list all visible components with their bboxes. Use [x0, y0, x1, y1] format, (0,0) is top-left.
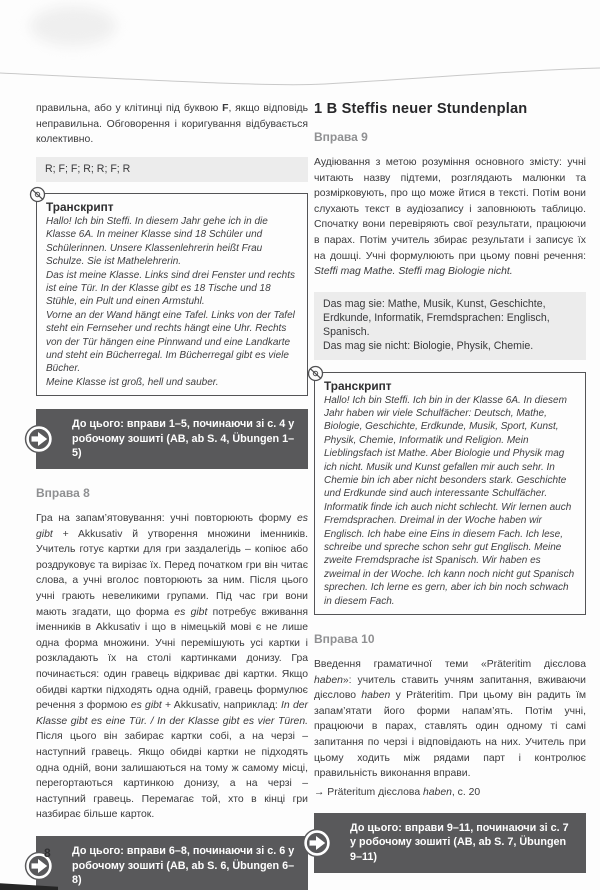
text-segment: haben: [314, 674, 343, 686]
text-segment: In der Klasse gibt es eine Tür. / In der Klasse gibt es vier Türen.: [36, 700, 308, 727]
answer-key-box: [36, 157, 308, 182]
transcript-paragraph: Das ist meine Klasse. Links sind drei Fenster und rechts ist eine Tür. In der Klasse gibt es 18 Tische und 18 Stühle, ein Pult und einen Armstuhl.: [46, 269, 295, 308]
transcript-paragraph: Hallo! Ich bin Steffi. Ich bin in der Klasse 6A. In diesem Jahr haben wir viele Schulfächer: Deutsch, Mathe, Biologie, Geschichte, Erdkunde, Musik, Sport, Kunst, Physik, Chemie, Informatik und Religion. Mein Lieblingsfach ist Mathe. Aber Biologie und Physik mag ich nicht. Musik und Kunst gefallen mir auch sehr. In Chemie bin ich aber nicht besonders stark. Geschichte und Erdkunde sind auch interessante Schulfächer. Informatik finde ich auch nicht schlecht. Wir lernen auch Fremdsprachen. Dreimal in der Woche haben wir Englisch. Ich habe eine Eins in diesem Fach. Ich lese, schreibe und spreche schon sehr gut Englisch. Meine zweite Fremdsprache ist Spanisch. Wir haben es zweimal in der Woche. Ich kann noch nicht gut Spanisch sprechen. Ich lerne es gern, aber ich bin noch schwach in diesem Fach.: [324, 394, 575, 607]
callout-text: До цього: вправи 1–5, починаючи зі с. 4 у робочому зошиті (AB, ab S. 4, Übungen 1–5): [72, 418, 295, 460]
transcript-paragraph: Hallo! Ich bin Steffi. In diesem Jahr gehe ich in die Klasse 6A. In meiner Klasse sind 18 Schüler und Schülerinnen. Unsere Klassenlehrerin heißt Frau Schulze. Sie ist Mathelehrerin.: [46, 215, 268, 268]
audio-disc-icon: [307, 365, 324, 382]
transcript-paragraph: Meine Klasse ist groß, hell und sauber.: [46, 376, 219, 388]
text-segment: Аудіювання з метою розуміння основного змісту: учні читають назву підтеми, розглядають малюнки та розмірковують, про що може йтися в тексті. Потім вони слухають текст в аудіозапису і заповнюють таблицю. Спочатку вони перевіряють свої результати, працюючи в парах. Потім учитель збирає результати і записує їх на дошці. Учні формулюють при цьому повні речення:: [314, 157, 586, 262]
text-segment: haben: [423, 786, 452, 798]
text-segment: у Präteritim. При цьому він радить їм запам’ятати його форми напам’ять. Потім учні, працюючи в парах, ставлять один одному ті самі запитання по черзі і відповідають на них. Учитель при цьому ходить між рядами парт і контролює правильність виконання вправи.: [314, 690, 586, 780]
exercise-8-heading: Вправа 8: [36, 486, 90, 501]
right-column: [314, 101, 586, 873]
transcript-box: [36, 193, 308, 396]
answer-line: Das mag sie nicht: Biologie, Physik, Chemie.: [323, 340, 534, 353]
exercise-10-body: [314, 657, 586, 782]
text-segment: потребує вживання іменників в Akkusativ і що в німецькій мові є не лише одна форма множини. Учні перемішують усі картки і розкладають їх на столі картинками донизу. Гра починається: один гравець відкриває дві картки. Якщо обидві картки підходять одна одній, гравець формулює речення з формою: [36, 606, 308, 712]
text-segment: Після цього він забирає картки собі, а на черзі – наступний гравець. Якщо обидві картки не підходять одна одній, вони залишаються на тому ж самому місці, перегортаються картинкою донизу, а на черзі – наступний гравець. Перемагає той, хто в кінці гри назбирає більше карток.: [36, 731, 308, 821]
text-segment: → Präteritum дієслова: [314, 786, 423, 798]
text-segment: es gibt: [130, 700, 162, 712]
text-segment: Введення граматичної теми «Präteritim дієслова: [314, 659, 586, 671]
section-title: 1 B Steffis neuer Stundenplan: [314, 101, 528, 117]
page-number: 8: [44, 846, 51, 860]
text-segment: F: [222, 103, 229, 114]
audio-disc-icon: [29, 186, 46, 203]
text-segment: + Akkusativ, наприклад:: [161, 700, 282, 712]
transcript-title: Транскрипт: [46, 199, 114, 214]
workbook-reference-callout: [36, 409, 308, 469]
arrow-right-circle-icon: [24, 424, 54, 454]
answer-line: Das mag sie: Mathe, Musik, Kunst, Geschichte, Erdkunde, Informatik, Fremdsprachen: Englisch, Spanisch.: [323, 297, 550, 339]
text-segment: es gibt: [36, 513, 308, 540]
workbook-reference-callout: [314, 813, 586, 873]
text-segment: , якщо відповідь неправильна. Обговорення і коригування відбувається колективно.: [36, 103, 308, 146]
text-segment: es gibt: [174, 606, 208, 618]
text-segment: + Akkusativ й утворення множини іменників. Учитель готує картки для гри заздалегідь – копіює або роздруковує та вирізає їх. Перед початком гри він читає слова, а учні вголос повторюють за ним. Після цього учні грають невеликими групами. Під час гри вони мають згадати, що форма: [36, 528, 308, 618]
text-segment: Гра на запам’ятовування: учні повторюють форму: [36, 513, 298, 525]
text-segment: правильна, або у клітинці під буквою: [36, 103, 223, 114]
workbook-reference-callout: [36, 836, 308, 890]
transcript-box: [314, 372, 586, 616]
transcript-text: [46, 215, 299, 389]
grammar-reference: [314, 785, 586, 800]
transcript-paragraph: Vorne an der Wand hängt eine Tafel. Links von der Tafel steht ein Fernseher und rechts hängt eine Uhr. Rechts von der Tür hängen eine Pinnwand und eine Landkarte und steht ein Bücherregal. Im Bücherregal gibt es viele Bücher.: [46, 309, 295, 375]
answer-box: [314, 292, 586, 360]
exercise-9-body: [314, 155, 586, 280]
scan-smudge: [30, 6, 116, 46]
transcript-text: [324, 394, 577, 609]
exercise-9-heading: Вправа 9: [314, 130, 368, 144]
text-segment: haben: [361, 690, 391, 702]
continued-paragraph: [36, 101, 308, 148]
left-column: [36, 101, 308, 890]
text-segment: »: учитель ставить учням запитання, вживаючи дієслово: [314, 674, 586, 702]
exercise-10-heading: Вправа 10: [314, 632, 375, 647]
text-segment: , с. 20: [451, 786, 481, 798]
answer-key: R; F; F; R; R; F; R: [45, 162, 131, 175]
arrow-right-circle-icon: [302, 828, 332, 858]
callout-text: До цього: вправи 9–11, починаючи зі с. 7 у робочому зошиті (AB, ab S. 7, Übungen 9–11): [350, 821, 569, 863]
text-segment: Steffi mag Mathe. Steffi mag Biologie nicht.: [314, 266, 513, 278]
callout-text: До цього: вправи 6–8, починаючи зі с. 6 у робочому зошиті (AB, ab S. 6, Übungen 6–8): [72, 844, 295, 887]
transcript-title: Транскрипт: [324, 378, 392, 393]
exercise-8-body: [36, 511, 308, 823]
